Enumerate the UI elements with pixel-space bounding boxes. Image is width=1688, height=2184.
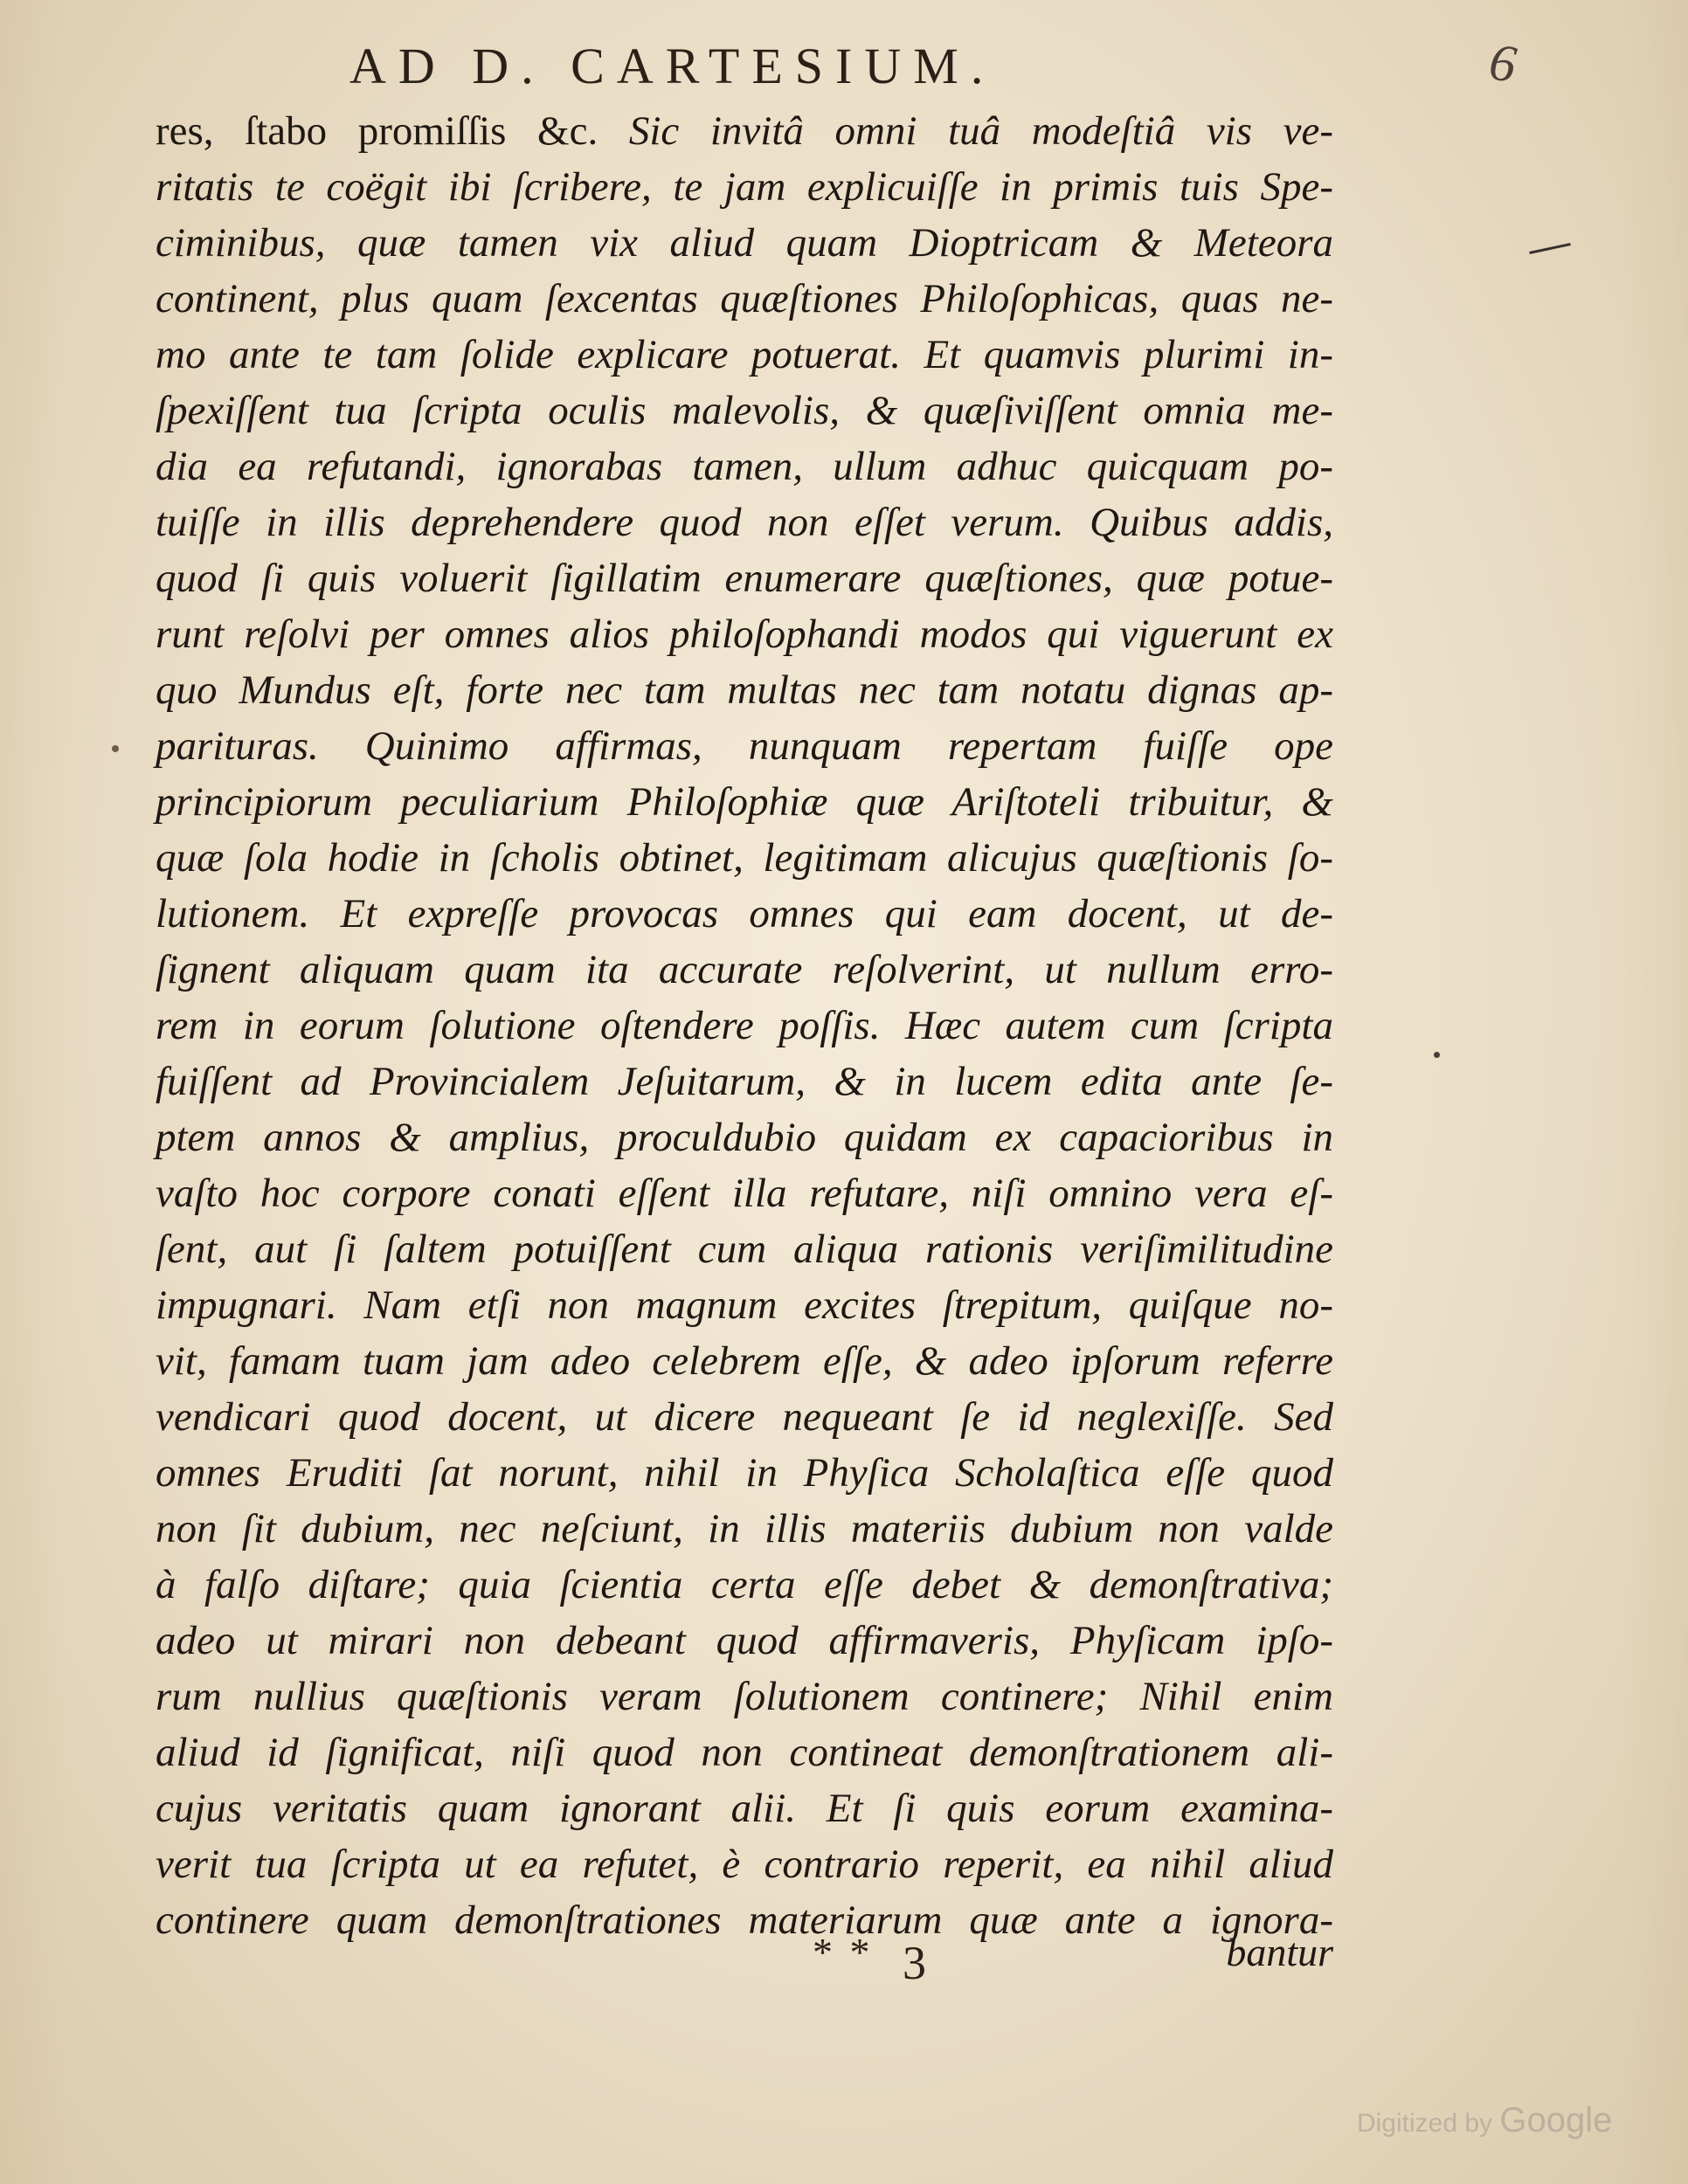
- text-line-italic: dia ea refutandi, ignorabas tamen, ullum adhuc quicquam po-: [156, 444, 1333, 489]
- text-line-italic: principiorum peculiarium Philoſophiæ quæ Ariſtoteli tribuitur, &: [156, 779, 1333, 825]
- text-line-italic: continere quam demonſtrationes materiarum quæ ante a ignora-: [156, 1897, 1333, 1943]
- text-line-italic: mo ante te tam ſolide explicare potuerat. Et quamvis plurimi in-: [156, 332, 1333, 377]
- text-line: [156, 159, 1333, 215]
- text-line: [156, 1836, 1333, 1892]
- text-line: [156, 1221, 1333, 1277]
- text-line-italic: vendicari quod docent, ut dicere nequeant ſe id neglexiſſe. Sed: [156, 1394, 1333, 1440]
- text-line-italic: vit, famam tuam jam adeo celebrem eſſe, & adeo ipſorum referre: [156, 1338, 1333, 1384]
- text-line-italic: ciminibus, quæ tamen vix aliud quam Dioptricam & Meteora: [156, 220, 1333, 266]
- text-line-italic: ſignent aliquam quam ita accurate reſolverint, ut nullum erro-: [156, 947, 1333, 992]
- body-text: [156, 103, 1333, 1948]
- digitization-watermark: [1357, 2101, 1612, 2140]
- text-line: [156, 1445, 1333, 1501]
- text-line: [156, 327, 1333, 383]
- text-line: [156, 830, 1333, 886]
- text-line-italic: impugnari. Nam etſi non magnum excites ſtrepitum, quiſque no-: [156, 1282, 1333, 1328]
- text-line-italic: à falſo diſtare; quia ſcientia certa eſſe debet & demonſtrativa;: [156, 1562, 1333, 1607]
- text-line: [156, 1165, 1333, 1221]
- text-line: [156, 271, 1333, 327]
- watermark-brand: Google: [1499, 2101, 1613, 2139]
- text-line-italic: verit tua ſcripta ut ea refutet, è contrario reperit, ea nihil aliud: [156, 1842, 1333, 1887]
- text-line-italic: ptem annos & amplius, proculdubio quidam ex capacioribus in: [156, 1115, 1333, 1160]
- text-line: [156, 103, 1333, 159]
- text-line-italic: runt reſolvi per omnes alios philoſophandi modos qui viguerunt ex: [156, 612, 1333, 657]
- text-line: [156, 494, 1333, 550]
- text-line-italic: tuiſſe in illis deprehendere quod non eſſet verum. Quibus addis,: [156, 500, 1333, 545]
- text-line: [156, 1724, 1333, 1780]
- text-line: [156, 550, 1333, 606]
- text-line: [156, 1557, 1333, 1613]
- text-line-italic: ſent, aut ſi ſaltem potuiſſent cum aliqua rationis veriſimilitudine: [156, 1227, 1333, 1272]
- text-line: [156, 662, 1333, 718]
- text-line: [156, 1613, 1333, 1669]
- text-line-italic: aliud id ſignificat, niſi quod non contineat demonſtrationem ali-: [156, 1730, 1333, 1775]
- text-line-italic: adeo ut mirari non debeant quod affirmaveris, Phyſicam ipſo-: [156, 1618, 1333, 1663]
- text-line-italic: quæ ſola hodie in ſcholis obtinet, legitimam alicujus quæſtionis ſo-: [156, 835, 1333, 881]
- text-line: [156, 1389, 1333, 1445]
- text-line-italic: continent, plus quam ſexcentas quæſtiones Philoſophicas, quas ne-: [156, 276, 1333, 321]
- text-line-italic: lutionem. Et expreſſe provocas omnes qui eam docent, ut de-: [156, 891, 1333, 936]
- text-line: [156, 1333, 1333, 1389]
- text-line: [156, 1054, 1333, 1109]
- margin-dash: [1529, 243, 1571, 254]
- text-line: [156, 1501, 1333, 1557]
- margin-dot-right: [1434, 1052, 1440, 1058]
- signature-row: [156, 1925, 1333, 1987]
- text-line-italic: parituras. Quinimo affirmas, nunquam repertam fuiſſe ope: [156, 723, 1333, 769]
- text-line: [156, 215, 1333, 271]
- text-line: [156, 606, 1333, 662]
- text-line-italic: rem in eorum ſolutione oſtendere poſſis. Hæc autem cum ſcripta: [156, 1003, 1333, 1048]
- text-line: [156, 998, 1333, 1054]
- text-line-italic: quo Mundus eſt, forte nec tam multas nec tam notatu dignas ap-: [156, 667, 1333, 713]
- folio-mark: 6: [1485, 32, 1520, 93]
- text-line: [156, 439, 1333, 494]
- running-head: AD D. CARTESIUM.: [349, 38, 996, 94]
- text-line-italic: fuiſſent ad Provincialem Jeſuitarum, & in lucem edita ante ſe-: [156, 1059, 1333, 1104]
- signature-number: 3: [903, 1937, 926, 1989]
- text-line: [156, 718, 1333, 774]
- text-line-italic: omnes Eruditi ſat norunt, nihil in Phyſica Scholaſtica eſſe quod: [156, 1450, 1333, 1496]
- text-line: [156, 886, 1333, 942]
- watermark-prefix: Digitized by: [1357, 2109, 1493, 2138]
- text-line: [156, 942, 1333, 998]
- text-line-italic: quod ſi quis voluerit ſigillatim enumerare quæſtiones, quæ potue-: [156, 556, 1333, 601]
- text-line: [156, 383, 1333, 439]
- text-line-italic: non ſit dubium, nec neſciunt, in illis materiis dubium non valde: [156, 1506, 1333, 1552]
- text-line-italic: ſpexiſſent tua ſcripta oculis malevolis, & quæſiviſſent omnia me-: [156, 388, 1333, 433]
- text-line-italic: rum nullius quæſtionis veram ſolutionem continere; Nihil enim: [156, 1674, 1333, 1719]
- text-line-italic: ritatis te coëgit ibi ſcribere, te jam explicuiſſe in primis tuis Spe-: [156, 164, 1333, 210]
- text-line: [156, 1780, 1333, 1836]
- catchword: bantur: [1226, 1930, 1333, 1974]
- text-line: [156, 1277, 1333, 1333]
- text-line: [156, 1669, 1333, 1724]
- text-line: [156, 1109, 1333, 1165]
- text-line: [156, 774, 1333, 830]
- signature-mark: * *: [813, 1930, 874, 1974]
- text-line-roman: res, ſtabo promiſſis &c.: [156, 108, 598, 154]
- text-line-italic: Sic invitâ omni tuâ modeſtiâ vis ve-: [628, 108, 1334, 154]
- margin-dot-left: [112, 745, 119, 752]
- text-line-italic: cujus veritatis quam ignorant alii. Et ſi quis eorum examina-: [156, 1786, 1333, 1831]
- text-line-italic: vaſto hoc corpore conati eſſent illa refutare, niſi omnino vera eſ-: [156, 1171, 1333, 1216]
